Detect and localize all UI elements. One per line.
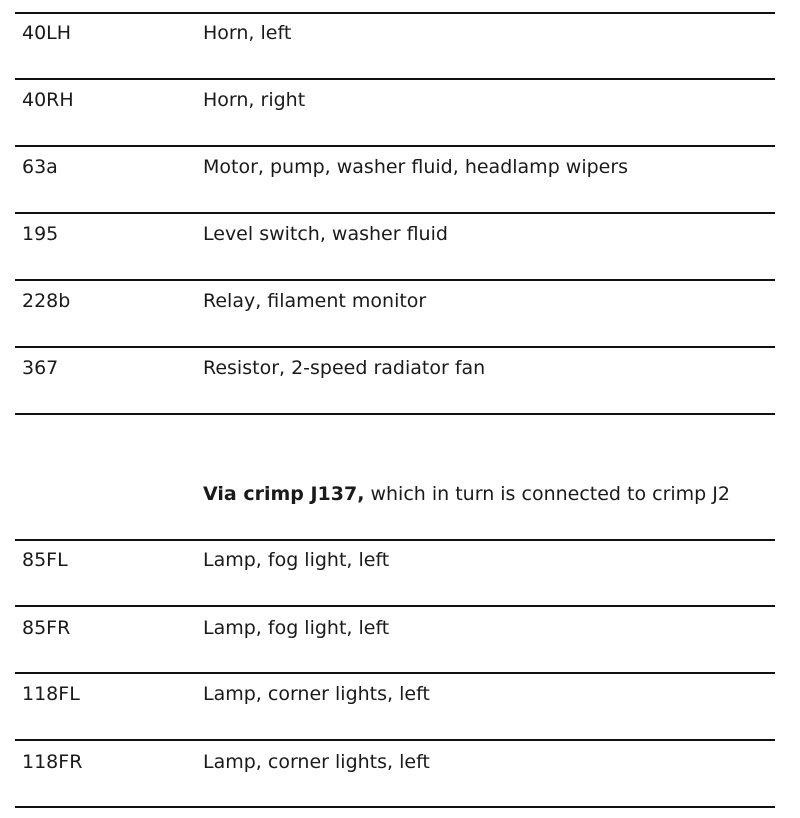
row-description: Lamp, fog light, left (203, 549, 390, 571)
row-description: Level switch, washer fluid (203, 223, 448, 245)
via-crimp-text: which in turn is connected to crimp J2 (364, 483, 730, 505)
row-description: Horn, right (203, 89, 306, 111)
table-rule (15, 145, 775, 147)
row-code: 367 (22, 357, 59, 379)
row-description: Motor, pump, washer fluid, headlamp wipers (203, 156, 629, 178)
row-code: 195 (22, 223, 59, 245)
via-crimp-label: Via crimp J137, (203, 483, 365, 505)
table-rule (15, 212, 775, 214)
row-code: 85FL (22, 549, 68, 571)
row-code: 85FR (22, 617, 71, 639)
row-description: Lamp, fog light, left (203, 617, 390, 639)
table-rule (15, 346, 775, 348)
row-code: 118FL (22, 683, 80, 705)
row-code: 228b (22, 290, 71, 312)
row-code: 40LH (22, 22, 72, 44)
table-rule (15, 672, 775, 674)
table-rule (15, 279, 775, 281)
table-rule (15, 739, 775, 741)
table-rule (15, 78, 775, 80)
row-code: 40RH (22, 89, 74, 111)
row-code: 63a (22, 156, 58, 178)
row-description: Lamp, corner lights, left (203, 683, 430, 705)
table-rule (15, 539, 775, 541)
table-rule (15, 806, 775, 808)
table-rule (15, 413, 775, 415)
table-rule (15, 12, 775, 14)
row-description: Lamp, corner lights, left (203, 751, 430, 773)
row-description: Resistor, 2-speed radiator fan (203, 357, 486, 379)
row-description: Horn, left (203, 22, 292, 44)
table-rule (15, 605, 775, 607)
row-code: 118FR (22, 751, 83, 773)
row-description: Relay, filament monitor (203, 290, 427, 312)
via-crimp-note (203, 483, 730, 505)
